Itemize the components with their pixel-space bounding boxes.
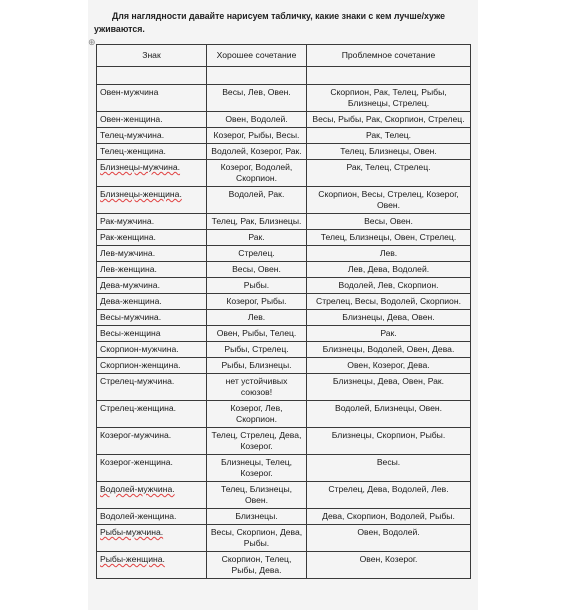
table-row — [97, 112, 471, 128]
bad-match-cell: Близнецы, Скорпион, Рыбы. — [307, 428, 471, 455]
table-row — [97, 67, 471, 85]
bad-match-cell: Близнецы, Дева, Овен, Рак. — [307, 374, 471, 401]
intro-text: Для наглядности давайте нарисуем табличку, какие знаки с кем лучше/хуже уживаются. — [94, 11, 446, 34]
table-row — [97, 128, 471, 144]
sign-cell: Рыбы-женщина. — [97, 552, 207, 579]
table-row — [97, 482, 471, 509]
table-row — [97, 401, 471, 428]
compatibility-table — [96, 44, 471, 579]
sign-cell: Скорпион-женщина. — [97, 358, 207, 374]
good-match-cell: Скорпион, Телец, Рыбы, Дева. — [207, 552, 307, 579]
sign-cell: Дева-мужчина. — [97, 278, 207, 294]
table-move-handle-icon[interactable]: ⊕ — [88, 37, 96, 47]
sign-cell: Водолей-женщина. — [97, 509, 207, 525]
good-match-cell: Весы, Овен. — [207, 262, 307, 278]
bad-match-cell: Близнецы, Водолей, Овен, Дева. — [307, 342, 471, 358]
good-match-cell: Овен, Водолей. — [207, 112, 307, 128]
good-match-cell: Рыбы, Стрелец. — [207, 342, 307, 358]
bad-match-cell: Рак, Телец. — [307, 128, 471, 144]
good-match-cell: Стрелец. — [207, 246, 307, 262]
good-match-cell: Близнецы. — [207, 509, 307, 525]
good-match-cell: Телец, Рак, Близнецы. — [207, 214, 307, 230]
good-match-cell: Овен, Рыбы, Телец. — [207, 326, 307, 342]
table-header-row — [97, 45, 471, 67]
table-row — [97, 310, 471, 326]
bad-match-cell — [307, 67, 471, 85]
good-match-cell: Рыбы, Близнецы. — [207, 358, 307, 374]
table-row — [97, 509, 471, 525]
sign-cell: Козерог-мужчина. — [97, 428, 207, 455]
bad-match-cell: Водолей, Близнецы, Овен. — [307, 401, 471, 428]
sign-cell: Стрелец-женщина. — [97, 401, 207, 428]
sign-cell: Близнецы-мужчина. — [97, 160, 207, 187]
good-match-cell: Козерог, Рыбы. — [207, 294, 307, 310]
sign-cell: Водолей-мужчина. — [97, 482, 207, 509]
sign-cell: Овен-женщина. — [97, 112, 207, 128]
good-match-cell: Телец, Стрелец, Дева, Козерог. — [207, 428, 307, 455]
sign-cell: Овен-мужчина — [97, 85, 207, 112]
bad-match-cell: Овен, Козерог, Дева. — [307, 358, 471, 374]
table-row — [97, 187, 471, 214]
bad-match-cell: Стрелец, Весы, Водолей, Скорпион. — [307, 294, 471, 310]
sign-cell: Рак-мужчина. — [97, 214, 207, 230]
sign-cell: Весы-женщина — [97, 326, 207, 342]
bad-match-cell: Рак. — [307, 326, 471, 342]
good-match-cell: Близнецы, Телец, Козерог. — [207, 455, 307, 482]
table-row — [97, 160, 471, 187]
bad-match-cell: Телец, Близнецы, Овен. — [307, 144, 471, 160]
sign-cell: Дева-женщина. — [97, 294, 207, 310]
table-row — [97, 85, 471, 112]
table-row — [97, 144, 471, 160]
table-row — [97, 230, 471, 246]
table-row — [97, 294, 471, 310]
good-match-cell: Водолей, Козерог, Рак. — [207, 144, 307, 160]
good-match-cell: Рыбы. — [207, 278, 307, 294]
good-match-cell: Телец, Близнецы, Овен. — [207, 482, 307, 509]
sign-cell — [97, 67, 207, 85]
good-match-cell: Козерог, Лев, Скорпион. — [207, 401, 307, 428]
bad-match-cell: Лев. — [307, 246, 471, 262]
table-row — [97, 455, 471, 482]
good-match-cell: Рак. — [207, 230, 307, 246]
table-row — [97, 552, 471, 579]
column-header-good: Хорошее сочетание — [207, 45, 307, 67]
sign-cell: Скорпион-мужчина. — [97, 342, 207, 358]
table-row — [97, 342, 471, 358]
sign-cell: Стрелец-мужчина. — [97, 374, 207, 401]
column-header-sign: Знак — [97, 45, 207, 67]
bad-match-cell: Весы, Рыбы, Рак, Скорпион, Стрелец. — [307, 112, 471, 128]
good-match-cell: Козерог, Водолей, Скорпион. — [207, 160, 307, 187]
table-row — [97, 262, 471, 278]
good-match-cell: нет устойчивых союзов! — [207, 374, 307, 401]
table-row — [97, 374, 471, 401]
sign-cell: Телец-мужчина. — [97, 128, 207, 144]
bad-match-cell: Скорпион, Весы, Стрелец, Козерог, Овен. — [307, 187, 471, 214]
bad-match-cell: Стрелец, Дева, Водолей, Лев. — [307, 482, 471, 509]
sign-cell: Весы-мужчина. — [97, 310, 207, 326]
sign-cell: Телец-женщина. — [97, 144, 207, 160]
bad-match-cell: Весы. — [307, 455, 471, 482]
table-row — [97, 214, 471, 230]
good-match-cell — [207, 67, 307, 85]
column-header-bad: Проблемное сочетание — [307, 45, 471, 67]
table-row — [97, 326, 471, 342]
good-match-cell: Водолей, Рак. — [207, 187, 307, 214]
sign-cell: Лев-мужчина. — [97, 246, 207, 262]
bad-match-cell: Рак, Телец, Стрелец. — [307, 160, 471, 187]
bad-match-cell: Лев, Дева, Водолей. — [307, 262, 471, 278]
sign-cell: Лев-женщина. — [97, 262, 207, 278]
table-row — [97, 358, 471, 374]
bad-match-cell: Весы, Овен. — [307, 214, 471, 230]
bad-match-cell: Телец, Близнецы, Овен, Стрелец. — [307, 230, 471, 246]
good-match-cell: Весы, Скорпион, Дева, Рыбы. — [207, 525, 307, 552]
sign-cell: Близнецы-женщина. — [97, 187, 207, 214]
good-match-cell: Весы, Лев, Овен. — [207, 85, 307, 112]
bad-match-cell: Овен, Водолей. — [307, 525, 471, 552]
bad-match-cell: Скорпион, Рак, Телец, Рыбы, Близнецы, Стрелец. — [307, 85, 471, 112]
bad-match-cell: Близнецы, Дева, Овен. — [307, 310, 471, 326]
table-row — [97, 246, 471, 262]
bad-match-cell: Водолей, Лев, Скорпион. — [307, 278, 471, 294]
sign-cell: Рыбы-мужчина. — [97, 525, 207, 552]
table-row — [97, 278, 471, 294]
table-row — [97, 525, 471, 552]
good-match-cell: Козерог, Рыбы, Весы. — [207, 128, 307, 144]
good-match-cell: Лев. — [207, 310, 307, 326]
table-row — [97, 428, 471, 455]
bad-match-cell: Овен, Козерог. — [307, 552, 471, 579]
sign-cell: Рак-женщина. — [97, 230, 207, 246]
sign-cell: Козерог-женщина. — [97, 455, 207, 482]
bad-match-cell: Дева, Скорпион, Водолей, Рыбы. — [307, 509, 471, 525]
